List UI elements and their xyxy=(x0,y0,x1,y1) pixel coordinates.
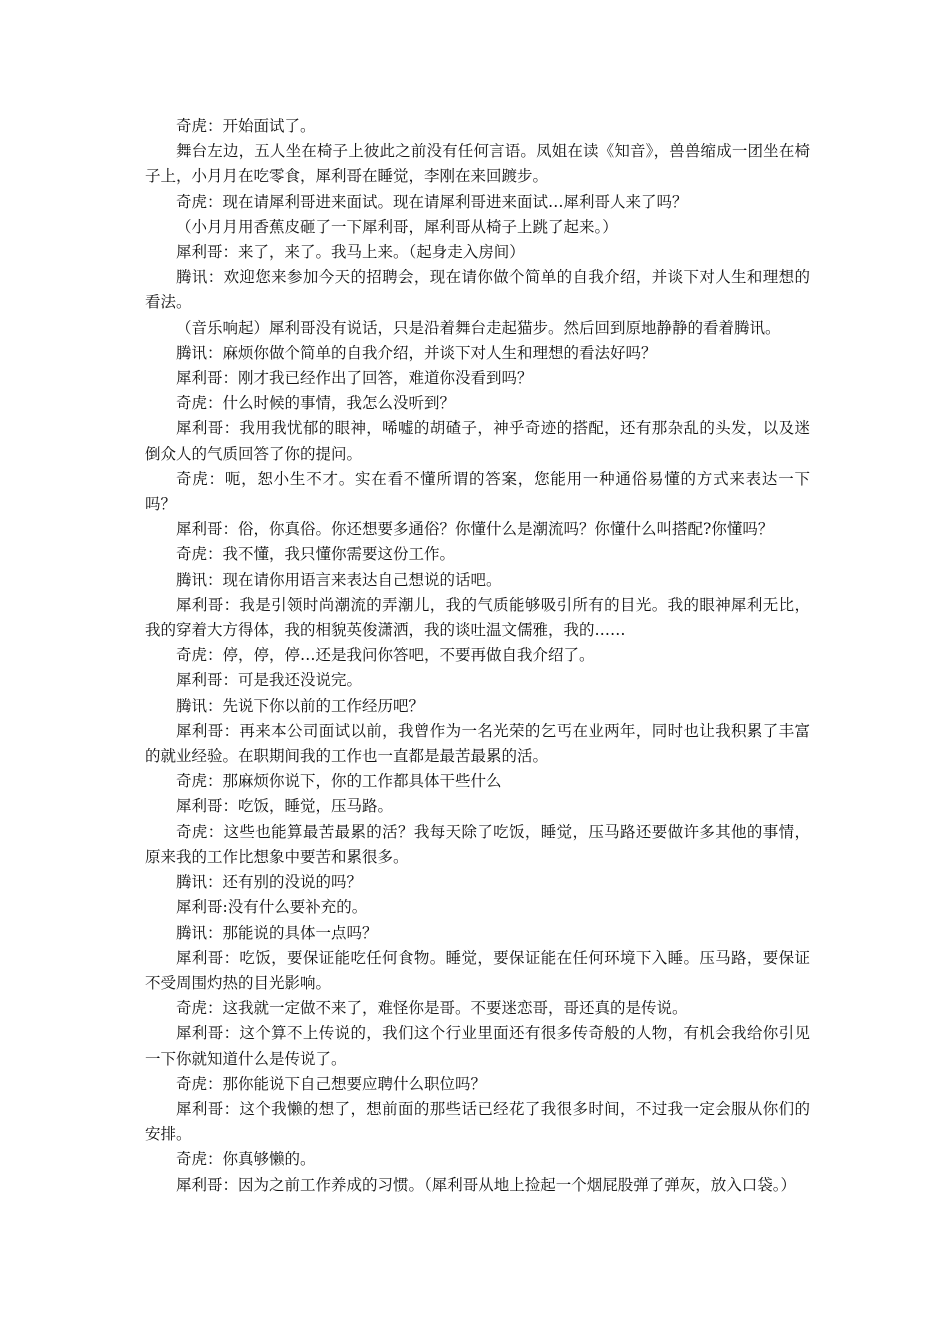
paragraph: 奇虎：你真够懒的。 xyxy=(176,1150,316,1169)
paragraph: 腾讯：还有别的没说的吗？ xyxy=(176,873,363,892)
paragraph: （小月月用香蕉皮砸了一下犀利哥，犀利哥从椅子上跳了起来。） xyxy=(176,217,618,236)
document-body xyxy=(145,114,810,1198)
paragraph: 犀利哥：这个算不上传说的，我们这个行业里面还有很多传奇般的人物，有机会我给你引见一下你就知道什么是传说了。 xyxy=(145,1024,810,1068)
paragraph: 犀利哥：吃饭，睡觉，压马路。 xyxy=(176,797,394,816)
paragraph: 腾讯：现在请你用语言来表达自己想说的话吧。 xyxy=(176,570,502,589)
paragraph: 腾讯：先说下你以前的工作经历吧？ xyxy=(176,696,425,715)
paragraph: 犀利哥：俗，你真俗。你还想要多通俗？你懂什么是潮流吗？你懂什么叫搭配?你懂吗？ xyxy=(176,520,774,539)
paragraph: （音乐响起）犀利哥没有说话，只是沿着舞台走起猫步。然后回到原地静静的看着腾讯。 xyxy=(176,318,781,337)
paragraph: 腾讯：欢迎您来参加今天的招聘会，现在请你做个简单的自我介绍，并谈下对人生和理想的看法。 xyxy=(145,268,810,312)
paragraph: 腾讯：麻烦你做个简单的自我介绍，并谈下对人生和理想的看法好吗？ xyxy=(176,343,657,362)
paragraph: 奇虎：我不懂，我只懂你需要这份工作。 xyxy=(176,545,456,564)
paragraph: 犀利哥：刚才我已经作出了回答，难道你没看到吗？ xyxy=(176,369,533,388)
paragraph: 奇虎：那麻烦你说下，你的工作都具体干些什么 xyxy=(176,772,502,791)
paragraph: 奇虎：什么时候的事情，我怎么没听到？ xyxy=(176,394,456,413)
paragraph: 犀利哥：我用我忧郁的眼神，唏嘘的胡碴子，神乎奇迹的搭配，还有那杂乱的头发，以及迷倒众人的气质回答了你的提问。 xyxy=(145,419,810,463)
paragraph: 犀利哥:没有什么要补充的。 xyxy=(176,898,368,917)
paragraph: 犀利哥：再来本公司面试以前，我曾作为一名光荣的乞丐在业两年，同时也让我积累了丰富的就业经验。在职期间我的工作也一直都是最苦最累的活。 xyxy=(145,721,810,766)
paragraph: 腾讯：那能说的具体一点吗？ xyxy=(176,923,378,942)
paragraph: 奇虎：那你能说下自己想要应聘什么职位吗？ xyxy=(176,1074,487,1093)
paragraph: 犀利哥：可是我还没说完。 xyxy=(176,671,363,690)
paragraph: 犀利哥：我是引领时尚潮流的弄潮儿，我的气质能够吸引所有的目光。我的眼神犀利无比，我的穿着大方得体，我的相貌英俊潇洒，我的谈吐温文儒雅，我的…… xyxy=(145,595,810,640)
paragraph: 犀利哥：因为之前工作养成的习惯。（犀利哥从地上捡起一个烟屁股弹了弹灰，放入口袋。） xyxy=(176,1175,797,1194)
paragraph: 奇虎：停，停，停…还是我问你答吧，不要再做自我介绍了。 xyxy=(176,646,595,665)
paragraph: 奇虎：开始面试了。 xyxy=(176,117,316,135)
paragraph: 奇虎：这我就一定做不来了，难怪你是哥。不要迷恋哥，哥还真的是传说。 xyxy=(176,999,688,1018)
paragraph: 奇虎：呃，恕小生不才。实在看不懂所谓的答案，您能用一种通俗易懂的方式来表达一下吗？ xyxy=(145,469,810,514)
paragraph: 奇虎：现在请犀利哥进来面试。现在请犀利哥进来面试…犀利哥人来了吗？ xyxy=(176,192,688,211)
paragraph: 犀利哥：这个我懒的想了，想前面的那些话已经花了我很多时间，不过我一定会服从你们的安排。 xyxy=(145,1099,810,1144)
paragraph: 舞台左边，五人坐在椅子上彼此之前没有任何言语。凤姐在读《知音》，兽兽缩成一团坐在椅子上，小月月在吃零食，犀利哥在睡觉，李刚在来回踱步。 xyxy=(145,142,810,186)
paragraph: 犀利哥：吃饭，要保证能吃任何食物。睡觉，要保证能在任何环境下入睡。压马路，要保证不受周围灼热的目光影响。 xyxy=(145,948,810,992)
paragraph: 犀利哥：来了，来了。我马上来。（起身走入房间） xyxy=(176,243,525,262)
paragraph: 奇虎：这些也能算最苦最累的活？我每天除了吃饭，睡觉，压马路还要做许多其他的事情，原来我的工作比想象中要苦和累很多。 xyxy=(145,822,810,866)
